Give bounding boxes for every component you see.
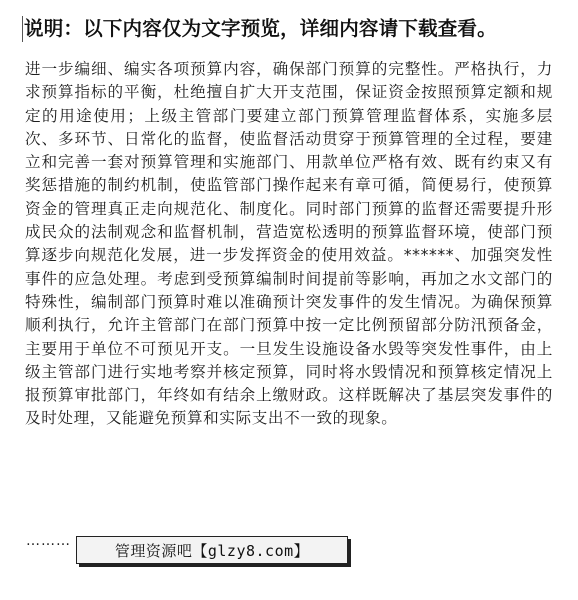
source-link-button[interactable]: 管理资源吧【glzy8.com】 <box>76 536 348 564</box>
document-body-text: 进一步编细、编实各项预算内容，确保部门预算的完整性。严格执行，力求预算指标的平衡，杜绝擅自扩大开支范围，保证资金按照预算定额和规定的用途使用；上级主管部门要建立部门预算管理监督体系，实施多层次、多环节、日常化的监督，使监督活动贯穿于预算管理的全过程，要建立和完善一套对预算管理和实施部门、用款单位严格有效、既有约束又有奖惩措施的制约机制，使监管部门操作起来有章可循，简便易行，使预算资金的管理真正走向规范化、制度化。同时部门预算的监督还需要提升形成民众的法制观念和监督机制，营造宽松透明的预算监督环境，使部门预算逐步向规范化发展，进一步发挥资金的使用效益。******、加强突发性事件的应急处理。考虑到受预算编制时间提前等影响，再加之水文部门的特殊性，编制部门预算时难以准确预计突发事件的发生情况。为确保预算顺利执行，允许主管部门在部门预算中按一定比例预留部分防汛预备金，主要用于单位不可预见开支。一旦发生设施设备水毁等突发性事件，由上级主管部门进行实地考察并核定预算，同时将水毁情况和预算核定情况上报预算审批部门，年终如有结余上缴财政。这样既解决了基层突发事件的及时处理，又能避免预算和实际支出不一致的现象。 <box>25 60 553 428</box>
page-edge-line <box>22 16 23 42</box>
continuation-dots: ……… <box>26 533 71 549</box>
preview-notice: 说明：以下内容仅为文字预览，详细内容请下载查看。 <box>24 17 497 40</box>
